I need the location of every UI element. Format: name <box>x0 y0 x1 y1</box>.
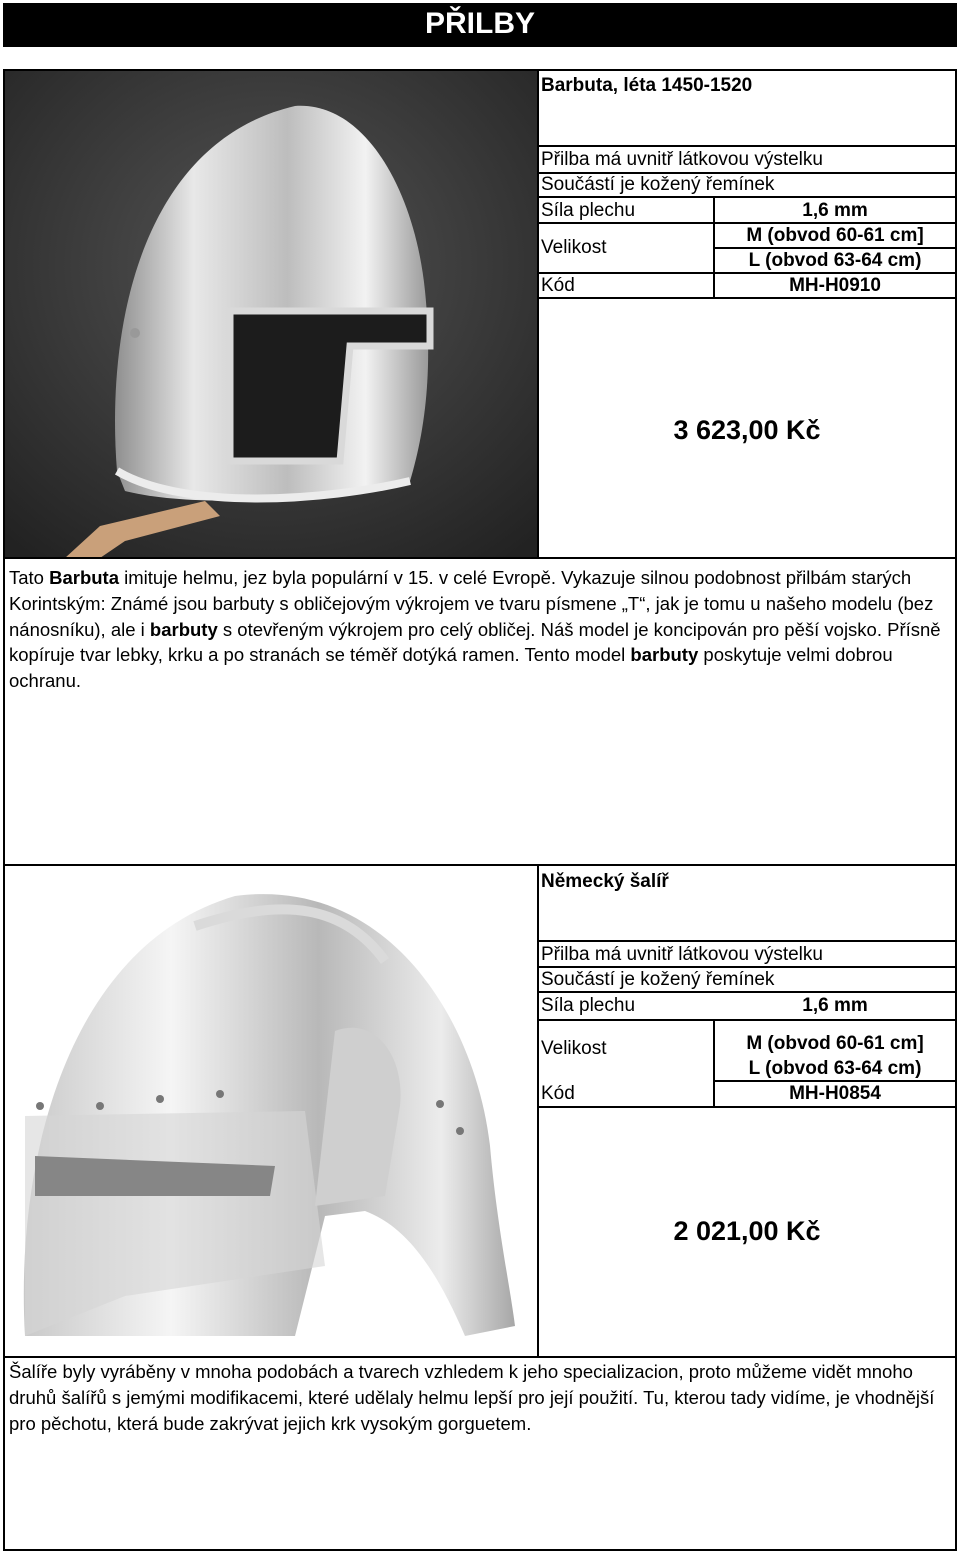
thickness-label: Síla plechu <box>541 200 636 221</box>
product-name: Německý šalíř <box>541 871 669 892</box>
size-l-value: L (obvod 63-64 cm) <box>748 250 922 271</box>
product-name: Barbuta, léta 1450-1520 <box>541 75 753 96</box>
barbuta-photo <box>5 71 537 558</box>
size-label: Velikost <box>541 237 607 258</box>
product-description: Šalíře byly vyráběny v mnoha podobách a tvarech vzhledem k jeho specializacion, proto můžeme vidět mnoho druhů šalířů s jemými modifikacemi, které udělaly helmu lepší pro její použití. Tu, kterou tady vidíme, je vhodnější pro pěchotu, která bude zakrývat jejich krk vysokým gorguetem. <box>9 1361 935 1434</box>
product-price: 2 021,00 Kč <box>673 1216 821 1246</box>
barbuta-helmet-image <box>5 71 537 558</box>
code-value: MH-H0910 <box>789 275 881 296</box>
feature-lining: Přilba má uvnitř látkovou výstelku <box>541 149 823 170</box>
size-m-value: M (obvod 60-61 cm] <box>746 225 924 246</box>
feature-lining: Přilba má uvnitř látkovou výstelku <box>541 944 823 965</box>
size-m-value: M (obvod 60-61 cm] <box>746 1033 924 1054</box>
page-title: PŘILBY <box>3 3 957 47</box>
feature-strap: Součástí je kožený řemínek <box>541 969 775 990</box>
size-label: Velikost <box>541 1038 607 1059</box>
salet-helmet-image <box>5 866 537 1356</box>
code-label: Kód <box>541 275 575 296</box>
feature-strap: Součástí je kožený řemínek <box>541 174 775 195</box>
product-price: 3 623,00 Kč <box>673 415 821 445</box>
salet-photo <box>5 866 537 1356</box>
size-l-value: L (obvod 63-64 cm) <box>748 1058 922 1079</box>
thickness-value: 1,6 mm <box>802 200 868 221</box>
thickness-value: 1,6 mm <box>802 995 868 1016</box>
product-description: Tato Barbuta imituje helmu, jez byla populární v 15. v celé Evropě. Vykazuje silnou podobnost přilbám starých Korintským: Známé jsou barbuty s obličejovým výkrojem ve tvaru písmene „T“, jak je tomu u našeho modelu (bez nánosníku), ale i barbuty s otevřeným výkrojem pro celý obličej. Náš model je koncipován pro pěší vojsko. Přísně kopíruje tvar lebky, krku a po stranách se téměř dotýká ramen. Tento model barbuty poskytuje velmi dobrou ochranu. <box>9 567 941 692</box>
code-label: Kód <box>541 1083 575 1104</box>
thickness-label: Síla plechu <box>541 995 636 1016</box>
code-value: MH-H0854 <box>789 1083 881 1104</box>
